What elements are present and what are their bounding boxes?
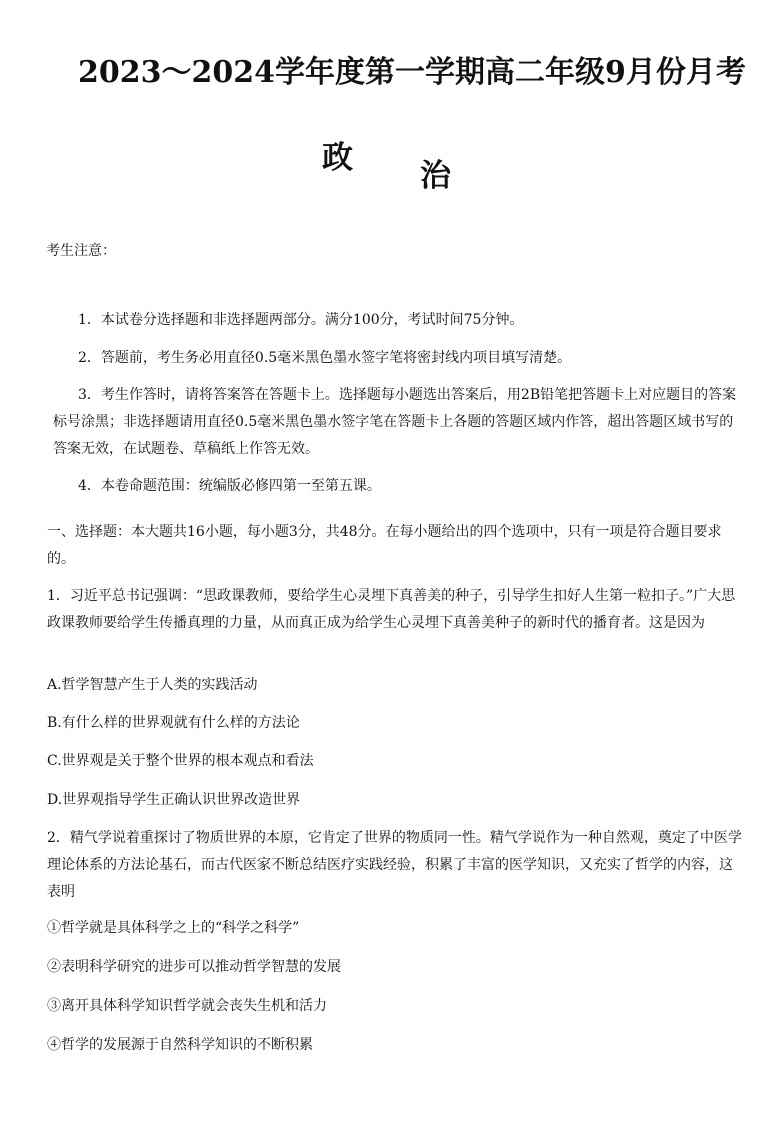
- question-1-option-c: C.世界观是关于整个世界的根本观点和看法: [47, 753, 314, 769]
- section-heading: 一、选择题：本大题共16小题，每小题3分，共48分。在每小题给出的四个选项中，只有一项是符合题目要求的。: [47, 524, 722, 567]
- notice-heading: 考生注意：: [46, 243, 116, 259]
- notice-item-1: 1．本试卷分选择题和非选择题两部分。满分100分，考试时间75分钟。: [78, 312, 524, 328]
- question-2-option-1: ①哲学就是具体科学之上的“科学之科学”: [47, 920, 300, 936]
- question-1-option-a: A.哲学智慧产生于人类的实践活动: [47, 677, 258, 693]
- question-2-option-2: ②表明科学研究的进步可以推动哲学智慧的发展: [47, 959, 341, 975]
- question-1-stem: 1．习近平总书记强调：“思政课教师，要给学生心灵埋下真善美的种子，引导学生扣好人生第一粒扣子。”广大思政课教师要给学生传播真理的力量，从而真正成为给学生心灵埋下真善美种子的新时代的播育者。这是因为: [47, 588, 736, 631]
- question-2-option-4: ④哲学的发展源于自然科学知识的不断积累: [47, 1037, 313, 1053]
- notice-item-2: 2．答题前，考生务必用直径0.5毫米黑色墨水签字笔将密封线内项目填写清楚。: [78, 350, 572, 366]
- notice-item-4: 4．本卷命题范围：统编版必修四第一至第五课。: [78, 478, 381, 494]
- question-2-stem: 2．精气学说着重探讨了物质世界的本原，它肯定了世界的物质同一性。精气学说作为一种自然观，奠定了中医学理论体系的方法论基石，而古代医家不断总结医疗实践经验，积累了丰富的医学知识，又充实了哲学的内容，这表明: [47, 830, 742, 900]
- subject-char-2: 治: [420, 158, 451, 194]
- exam-title: 2023～2024学年度第一学期高二年级9月份月考: [78, 55, 746, 90]
- question-1-option-d: D.世界观指导学生正确认识世界改造世界: [47, 792, 301, 808]
- question-2-option-3: ③离开具体科学知识哲学就会丧失生机和活力: [47, 998, 327, 1014]
- subject-char-1: 政: [322, 140, 353, 176]
- notice-item-3: 3．考生作答时，请将答案答在答题卡上。选择题每小题选出答案后，用2B铅笔把答题卡上对应题目的答案标号涂黑；非选择题请用直径0.5毫米黑色墨水签字笔在答题卡上各题的答题区域内作答，超出答题区域书写的答案无效，在试题卷、草稿纸上作答无效。: [53, 387, 737, 457]
- question-1-option-b: B.有什么样的世界观就有什么样的方法论: [47, 715, 300, 731]
